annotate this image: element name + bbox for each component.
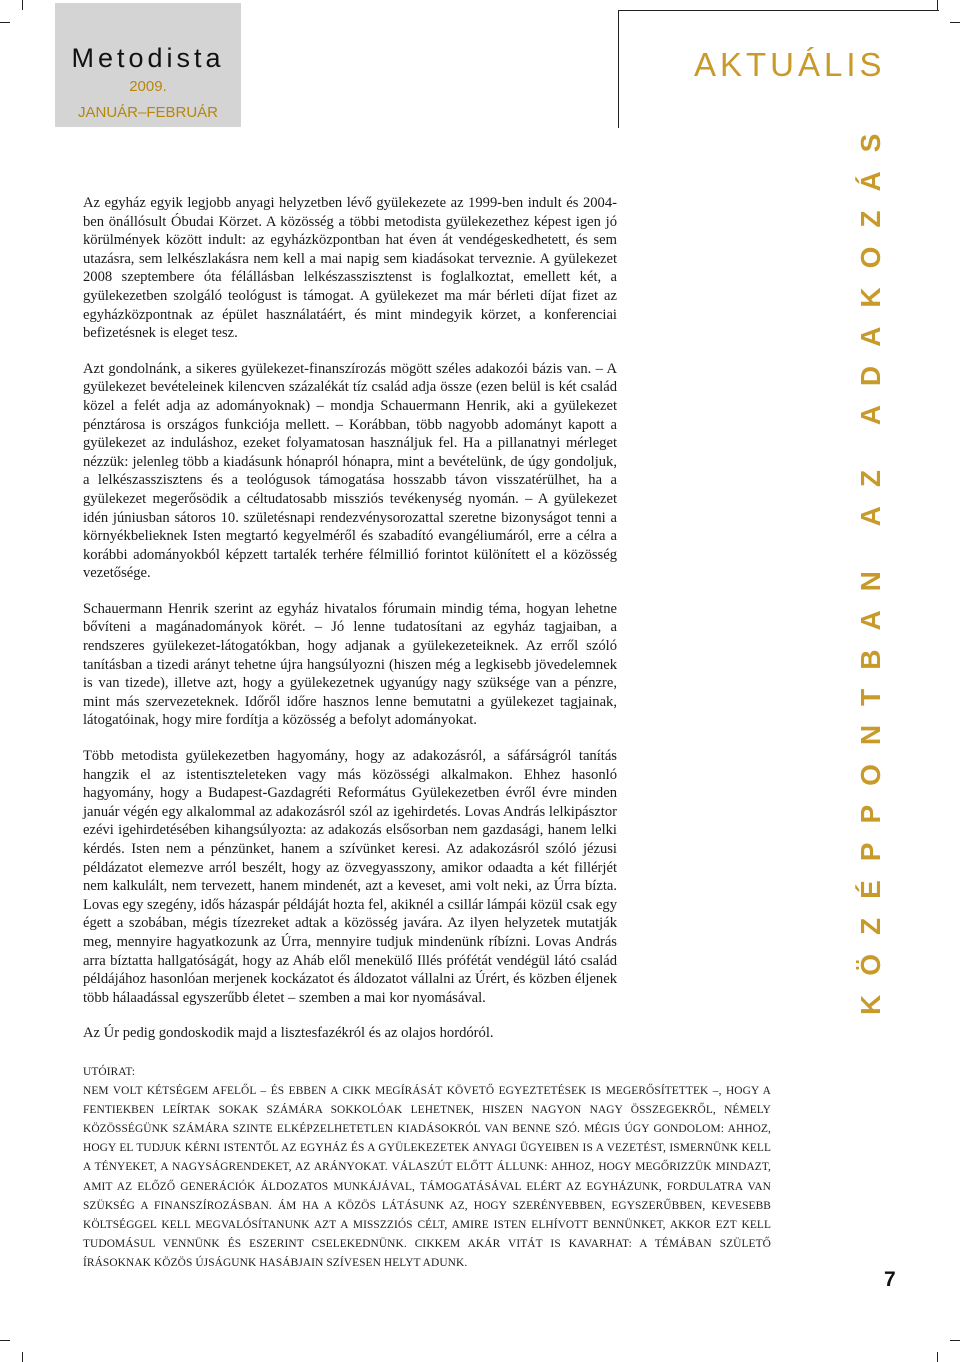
issue-year: 2009. xyxy=(129,78,167,95)
postscript-text: NEM VOLT KÉTSÉGEM AFELŐL – ÉS EBBEN A CIKK MEGÍRÁSÁT KÖVETŐ EGYEZTETÉSEK IS MEGERŐSÍTETTEK –, HOGY A FENTIEKBEN LEÍRTAK SOKAK SZÁMÁRA SOKKOLÓAK LEHETNEK, HISZEN NAGYON NAGY ÖSSZEGEKRŐL, NÉMELY KÖZÖSSÉGÜNK SZÁMÁRA SZINTE ELKÉPZELHETETLEN KIADÁSOKRÓL VAN BENNE SZÓ. MÉGIS ÚGY GONDOLOM: AHHOZ, HOGY EL TUDJUK KÉRNI ISTENTŐL AZ EGYHÁZ ÉS A GYÜLEKEZETEK ANYAGI ÜGYEIBEN IS A VEZETÉST, ISMERNÜNK KELL A TÉNYEKET, A NAGYSÁGRENDEKET, AZ ARÁNYOKAT. VÁLASZÚT ELŐTT ÁLLUNK: AHHOZ, HOGY MEGŐRIZZÜK MINDAZT, AMIT AZ ELŐZŐ GENERÁCIÓK ÁLDOZATOS MUNKÁJÁVAL, TÁMOGATÁSÁVAL ELÉRT AZ EGYHÁZUNK, FORDULATRA VAN SZÜKSÉG A FINANSZÍROZÁSBAN. ÁM HA A KÖZÖS LÁTÁSUNK AZ, HOGY SZERÉNYEBBEN, EGYSZERŰBBEN, KEVESEBB KÖLTSÉGGEL KELL MEGVALÓSÍTANUNK AZT A MISSZZIÓS CÉLT, AMIRE ISTEN ELHÍVOTT BENNÜNKET, AKKOR EZT KELL TUDOMÁSUL VENNÜNK ÉS ESZERINT CSELEKEDNÜNK. CIKKEM AKÁR VITÁT IS KAVARHAT: A TÉMÁBAN SZÜLETŐ ÍRÁSOKNAK KÖZÖS ÚJSÁGUNK HASÁBJAIN SZÍVESEN HELYT ADUNK. xyxy=(83,1085,771,1269)
crop-mark xyxy=(937,0,938,10)
page-number: 7 xyxy=(884,1268,896,1291)
magazine-header xyxy=(55,3,241,127)
article-paragraph: Schauermann Henrik szerint az egyház hivatalos fórumain mindig téma, hogyan lehetne bővíteni a magánadományok körét. – Jó lenne tudatosítani az egyház tagjaiban, a rendszeres gyülekezet-látogatókban, hogy adjanak a gyülekezeteiknek. Az erről szóló tanításban a tizedi arányt tehetne újra hangsúlyozni (hiszen még a legkisebb jövedelemnek is van tizede), illetve azt, hogy a gyülekezetnek ugyanúgy nagy szüksége van a pénzre, mint más szervezeteknek. Időről időre hasznos lenne bemutatni a gyülekezet tagjainak, látogatóinak, hogy mire fordítja a közösség a befolyt adományokat. xyxy=(83,600,617,729)
article-paragraph: Az egyház egyik legjobb anyagi helyzetben lévő gyülekezete az 1999-ben indult és 2004-ben önállósult Óbudai Körzet. A közösség a többi metodista gyülekezethez képest igen jó körülmények között indult: az egyházközpontban hat éven át vendégeskedhetett, és sem utazásra, sem lelkészlakásra nem kell a mai napig sem kiadásokat terveznie. A gyülekezet 2008 szeptembere óta félállásban lelkészasszisztenst is foglalkoztat, emellett két, a gyülekezetben szolgáló teológust is támogat. A gyülekezet ma már bérleti díjat fizet az egyházközpontnak az épület használatáért, és mint mindegyik körzet, a konferenciai befizetésnek is eleget tesz. xyxy=(83,195,617,342)
issue-month: JANUÁR–FEBRUÁR xyxy=(77,104,219,121)
postscript xyxy=(83,1063,771,1273)
postscript-title: UTÓIRAT: xyxy=(83,1066,136,1078)
crop-mark xyxy=(937,1352,938,1362)
crop-mark xyxy=(0,1340,10,1341)
crop-mark xyxy=(950,22,960,23)
section-title: AKTUÁLIS xyxy=(694,46,886,83)
vertical-column-title: KÖZÉPPONTBAN AZ ADAKOZÁS xyxy=(855,114,886,1015)
crop-mark xyxy=(22,0,23,10)
article-body xyxy=(83,194,617,1060)
article-paragraph: Több metodista gyülekezetben hagyomány, hogy az adakozásról, a sáfárságról tanítás hangzik el az istentiszteleteken vagy más közösségi alkalmakon. Ehhez hasonló hagyomány, hogy a Budapest-Gazdagréti Református Gyülekezetben évről évre minden január végén egy alkalommal az adakozásról szól az igehirdetés. Lovas András lelkipásztor ezévi igehirdetésében kihangsúlyozta: az adakozás elsősorban nem gazdasági, hanem lelki kérdés. Isten nem a pénzünket, hanem a szívünket keresi. Az adakozásról szóló jézusi példázatot elemezve arról beszélt, hogy az özvegyasszony, amikor odaadta a két fillérjét nem kalkulált, nem tervezett, hanem mindenét, azt a keveset, ami volt neki, az Úrra bízta. Lovas egy szegény, idős házaspár példáját hozta fel, akiknél a csillár lámpái közül csak egy égett a szobában, mégis tízezreket adtak a közösség javára. Az ilyen helyzetek mutatják meg, mennyire hagyatkozunk az Úrra, mennyire tudjuk mindenünk ríbízni. Lovas András arra bíztatta hallgatóságát, hogy az Aháb elől menekülő Illés prófétát vendégül látó család példájához hasonlóan merjenek kockázatot és áldozatot vállalni az Úrért, és közben éljenek több hálaadással egyszerűbb életet – szemben a mai kor nyomásával. xyxy=(83,748,617,1006)
crop-mark xyxy=(950,1340,960,1341)
article-paragraph: Azt gondolnánk, a sikeres gyülekezet-finanszírozás mögött széles adakozói bázis van. – A gyülekezet bevételeinek kilencven százalékát tíz család adja össze (ezen belül is két család közel a felét adja az adományoknak) – mondja Schauermann Henrik, aki a gyülekezet pénztárosa is országos funkciója mellett. – Korábban, több nagyobb adományt kapott a gyülekezet az induláshoz, ezeket folyamatosan használjuk fel. Ha a pillanatnyi mérleget nézzük: jelenleg több a kiadásunk hónapról hónapra, mint a bevételünk, de úgy gondoljuk, a lelkészasszisztens és a teológusok támogatása hosszabb távon visszatérülhet, ha a gyülekezet megerősödik a céltudatosabb missziós tevékenység nyomán. – A gyülekezet idén júniusban sátoros 10. születésnapi rendezvénysorozattal szeretne bizonyságot tenni a környékbelieknek Isten megtartó kegyelméről és szabadító evangéliumáról, erre a célra a korábbi adományokból képzett tartalék terhére félmillió forintot különített el a közösség vezetősége. xyxy=(83,360,617,582)
magazine-title: Metodista xyxy=(71,43,225,73)
crop-mark xyxy=(22,1352,23,1362)
crop-mark xyxy=(0,22,10,23)
article-paragraph: Az Úr pedig gondoskodik majd a lisztesfazékról és az olajos hordóról. xyxy=(83,1025,494,1042)
